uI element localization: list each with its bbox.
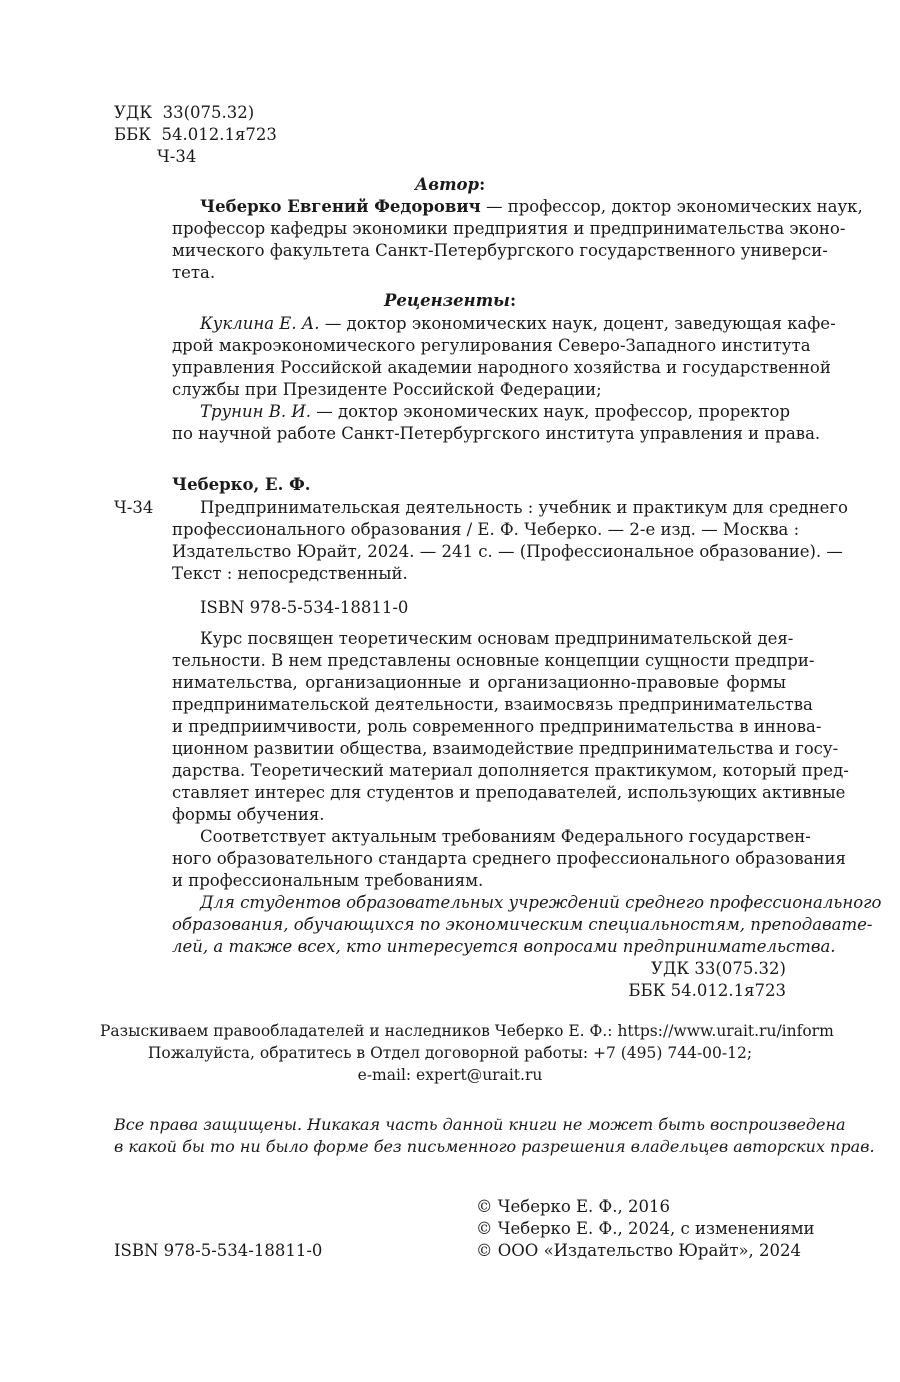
annotation-udk: УДК 33(075.32) [651,959,786,978]
author-line-1-text: — профессор, доктор экономических наук, [485,197,863,216]
annotation-p1-line-6: ционном развитии общества, взаимодействие предпринимательства и госу- [172,739,839,758]
udk-value: 33(075.32) [162,103,255,122]
bibliography-line-3: Издательство Юрайт, 2024. — 241 с. — (Профессиональное образование). — [172,542,843,561]
reviewer2-line-2: по научной работе Санкт-Петербургского института управления и права. [172,424,821,443]
annotation-p2-line-3: и профессиональным требованиям. [172,871,484,890]
udk-line [114,102,314,124]
rights-line-1: Все права защищены. Никакая часть данной книги не может быть воспроизведена [114,1115,846,1134]
bbk-label: ББК [114,125,152,144]
rights-notice [114,1114,875,1158]
annotation-p1-line-5: и предприимчивости, роль современного предпринимательства в иннова- [172,717,822,736]
bbk-line [114,124,314,146]
reviewers-heading-word: Рецензенты [383,291,510,310]
reviewers-list [172,313,836,445]
rightholders-line-3: e-mail: expert@urait.ru [357,1066,543,1084]
rightholders-line-1: Разыскиваем правообладателей и наследников Чеберко Е. Ф.: https://www.urait.ru/inform [100,1022,834,1040]
annotation [172,628,882,1002]
annotation-p1-line-8: ставляет интерес для студентов и преподавателей, использующих активные [172,783,846,802]
author-line-1 [172,196,863,218]
copyright-line-3: © ООО «Издательство Юрайт», 2024 [476,1241,802,1260]
author-line-3: мического факультета Санкт-Петербургского государственного универси- [172,241,828,260]
reviewer2-line-1-text: — доктор экономических наук, профессор, проректор [316,402,791,421]
bibliography-isbn: ISBN 978-5-534-18811-0 [200,598,409,617]
annotation-p1-line-9: формы обучения. [172,805,325,824]
author-heading [114,174,786,196]
copyright-isbn: ISBN 978-5-534-18811-0 [114,1241,323,1260]
annotation-p2-line-2: ного образовательного стандарта среднего профессионального образования [172,849,846,868]
bibliography-mark: Ч-34 [114,498,154,517]
reviewers-heading-colon: : [509,291,517,310]
annotation-p3-line-3: лей, а также всех, кто интересуется вопросами предпринимательства. [172,937,836,956]
reviewer1-line-3: управления Российской академии народного хозяйства и государственной [172,358,831,377]
reviewer1-line-2: дрой макроэкономического регулирования Северо-Западного института [172,336,811,355]
annotation-p1-line-4: предпринимательской деятельности, взаимосвязь предпринимательства [172,695,813,714]
reviewer2-line-1 [172,401,791,423]
bibliography-line-2: профессионального образования / Е. Ф. Чеберко. — 2-е изд. — Москва : [172,520,800,539]
reviewer2-name: Трунин В. И. [200,402,311,421]
annotation-p1-line-1: Курс посвящен теоретическим основам предпринимательской дея- [200,629,794,648]
author-heading-word: Автор [414,175,480,194]
annotation-p3-line-2: образования, обучающихся по экономическим специальностям, преподавате- [172,915,873,934]
rightholders-notice [100,1020,834,1086]
annotation-p1-line-3: нимательства, организационные и организационно-правовые формы [172,673,786,692]
author-heading-colon: : [479,175,486,194]
annotation-p3-line-1: Для студентов образовательных учреждений среднего профессионального [200,893,882,912]
reviewer1-line-1-text: — доктор экономических наук, доцент, заведующая кафе- [324,314,836,333]
classification-block [114,102,314,168]
annotation-bbk: ББК 54.012.1я723 [628,981,786,1000]
author-name: Чеберко Евгений Федорович [200,197,481,216]
bibliography-author-heading: Чеберко, Е. Ф. [172,475,311,494]
bibliography-line-1: Предпринимательская деятельность : учебник и практикум для среднего [200,498,848,517]
copyright-line-1: © Чеберко Е. Ф., 2016 [476,1197,670,1216]
reviewers-heading [114,290,786,312]
author-line-2: профессор кафедры экономики предприятия и предпринимательства эконо- [172,219,846,238]
annotation-p1-line-2: тельности. В нем представлены основные концепции сущности предпри- [172,651,815,670]
udk-label: УДК [114,103,153,122]
annotation-p1-line-7: дарства. Теоретический материал дополняется практикумом, который пред- [172,761,849,780]
annotation-p2-line-1: Соответствует актуальным требованиям Федерального государствен- [200,827,811,846]
bbk-value: 54.012.1я723 [161,125,277,144]
reviewer1-line-4: службы при Президенте Российской Федерации; [172,380,602,399]
reviewer1-name: Куклина Е. А. [200,314,320,333]
copyright-lines [476,1196,815,1262]
reviewer1-line-1 [172,313,836,335]
copyright-line-2: © Чеберко Е. Ф., 2024, с изменениями [476,1219,815,1238]
rights-line-2: в какой бы то ни было форме без письменного разрешения владельцев авторских прав. [114,1137,875,1156]
bibliography-line-4: Текст : непосредственный. [172,564,408,583]
author-mark: Ч-34 [157,147,197,166]
author-description [172,196,863,284]
rightholders-line-2: Пожалуйста, обратитесь в Отдел договорной работы: +7 (495) 744-00-12; [147,1044,753,1062]
bibliography-record [172,497,848,585]
author-line-4: тета. [172,263,216,282]
